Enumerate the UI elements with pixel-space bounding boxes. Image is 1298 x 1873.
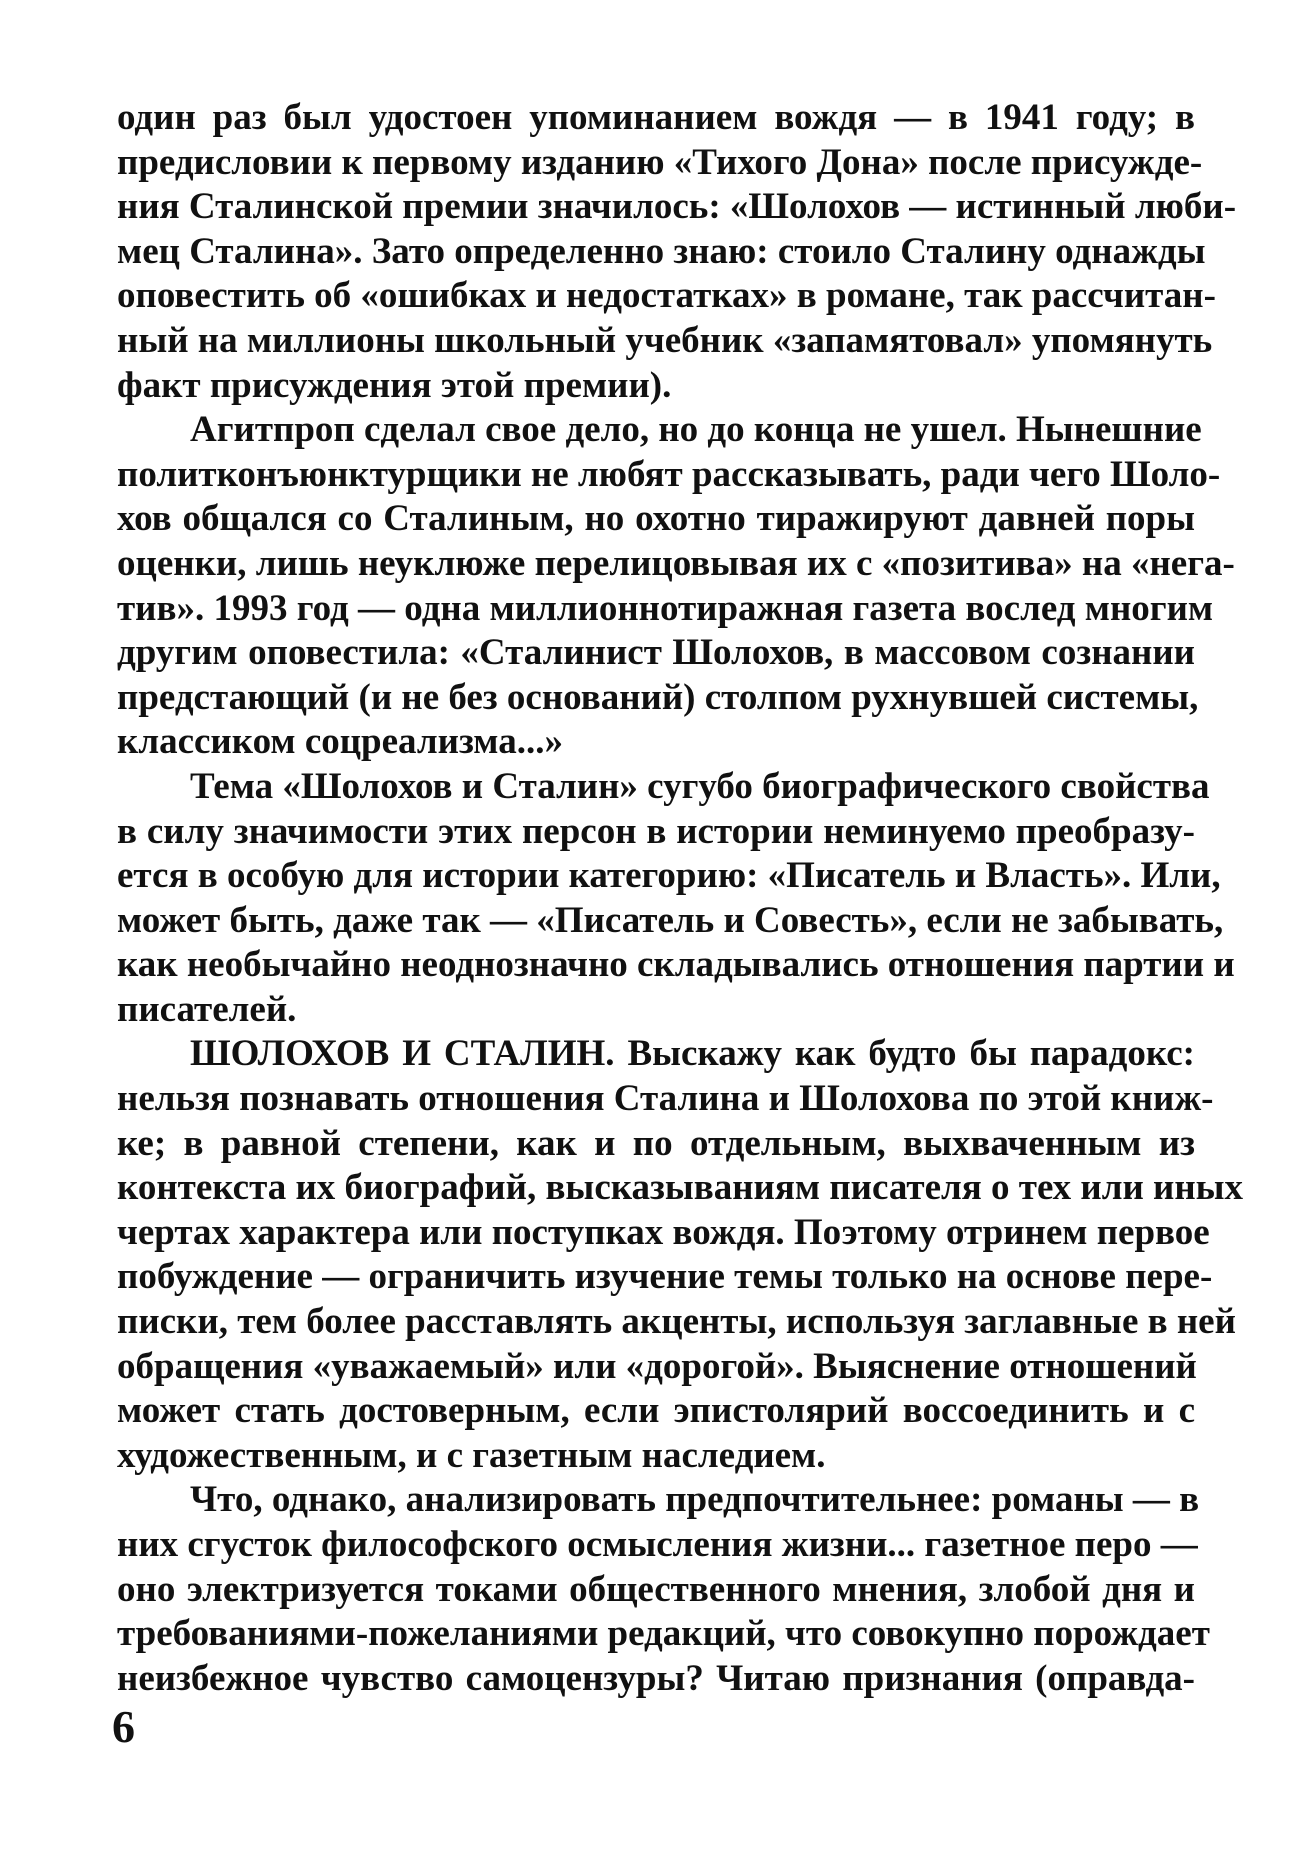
text-line: художественным, и с газетным наследием. (117, 1434, 826, 1476)
text-line: оценки, лишь неуклюже перелицовывая их с «позитива» на «нега- (117, 542, 1235, 584)
text-line: побуждение — ограничить изучение темы только на основе пере- (117, 1256, 1213, 1298)
text-line: писки, тем более расставлять акценты, используя заглавные в ней (117, 1301, 1236, 1343)
text-line: нельзя познавать отношения Сталина и Шолохова по этой книж- (117, 1078, 1214, 1120)
paragraph-4 (117, 1032, 1244, 1478)
paragraph-2 (117, 408, 1235, 765)
text-line: хов общался со Сталиным, но охотно тиражируют давней поры (117, 498, 1195, 540)
text-line: факт присуждения этой премии). (117, 364, 672, 406)
text-line: предисловии к первому изданию «Тихого Дона» после присужде- (117, 141, 1203, 183)
text-line: контекста их биографий, высказываниям писателя о тех или иных (117, 1167, 1244, 1209)
text-line: ке; в равной степени, как и по отдельным, выхваченным из (117, 1122, 1195, 1164)
text-line: может стать достоверным, если эпистолярий воссоединить и с (117, 1390, 1195, 1432)
page-number: 6 (112, 1701, 135, 1752)
text-line: требованиями-пожеланиями редакций, что совокупно порождает (117, 1613, 1210, 1655)
text-line: другим оповестила: «Сталинист Шолохов, в массовом сознании (117, 632, 1195, 674)
text-line: может быть, даже так — «Писатель и Совесть», если не забывать, (117, 899, 1224, 941)
text-line: них сгусток философского осмысления жизни... газетное перо — (117, 1524, 1198, 1565)
text-line: один раз был удостоен упоминанием вождя — в 1941 году; в (117, 97, 1195, 138)
text-line: обращения «уважаемый» или «дорогой». Выяснение отношений (117, 1345, 1197, 1387)
text-line: как необычайно неоднозначно складывались отношения партии и (117, 944, 1235, 986)
text-line: ния Сталинской премии значилось: «Шолохов — истинный люби- (117, 186, 1237, 228)
paragraph-1 (117, 96, 1237, 408)
text-line: Тема «Шолохов и Сталин» сугубо биографического свойства (190, 765, 1210, 807)
text-line: оно электризуется токами общественного мнения, злобой дня и (117, 1568, 1195, 1610)
text-line: Что, однако, анализировать предпочтительнее: романы — в (190, 1479, 1200, 1521)
text-line: политконъюнктурщики не любят рассказывать, ради чего Шоло- (117, 453, 1221, 495)
text-line: ется в особую для истории категорию: «Писатель и Власть». Или, (117, 855, 1221, 897)
text-line: ный на миллионы школьный учебник «запамятовал» упомянуть (117, 319, 1213, 361)
text-line: предстающий (и не без оснований) столпом рухнувшей системы, (117, 676, 1199, 718)
text-line: ШОЛОХОВ И СТАЛИН. Выскажу как будто бы парадокс: (190, 1033, 1195, 1075)
text-line: оповестить об «ошибках и недостатках» в романе, так рассчитан- (117, 275, 1216, 317)
text-line: в силу значимости этих персон в истории неминуемо преобразу- (117, 810, 1195, 852)
text-line: писателей. (117, 988, 297, 1030)
paragraph-5 (117, 1478, 1210, 1701)
text-line: классиком соцреализма...» (117, 721, 564, 763)
text-line: Агитпроп сделал свое дело, но до конца не ушел. Нынешние (190, 409, 1202, 451)
paragraph-3 (117, 765, 1235, 1033)
text-line: неизбежное чувство самоцензуры? Читаю признания (оправда- (117, 1657, 1195, 1699)
text-line: мец Сталина». Зато определенно знаю: стоило Сталину однажды (117, 230, 1206, 272)
page-body (117, 96, 1244, 1701)
text-line: тив». 1993 год — одна миллионнотиражная газета вослед многим (117, 587, 1214, 629)
text-line: чертах характера или поступках вождя. Поэтому отринем первое (117, 1211, 1210, 1253)
